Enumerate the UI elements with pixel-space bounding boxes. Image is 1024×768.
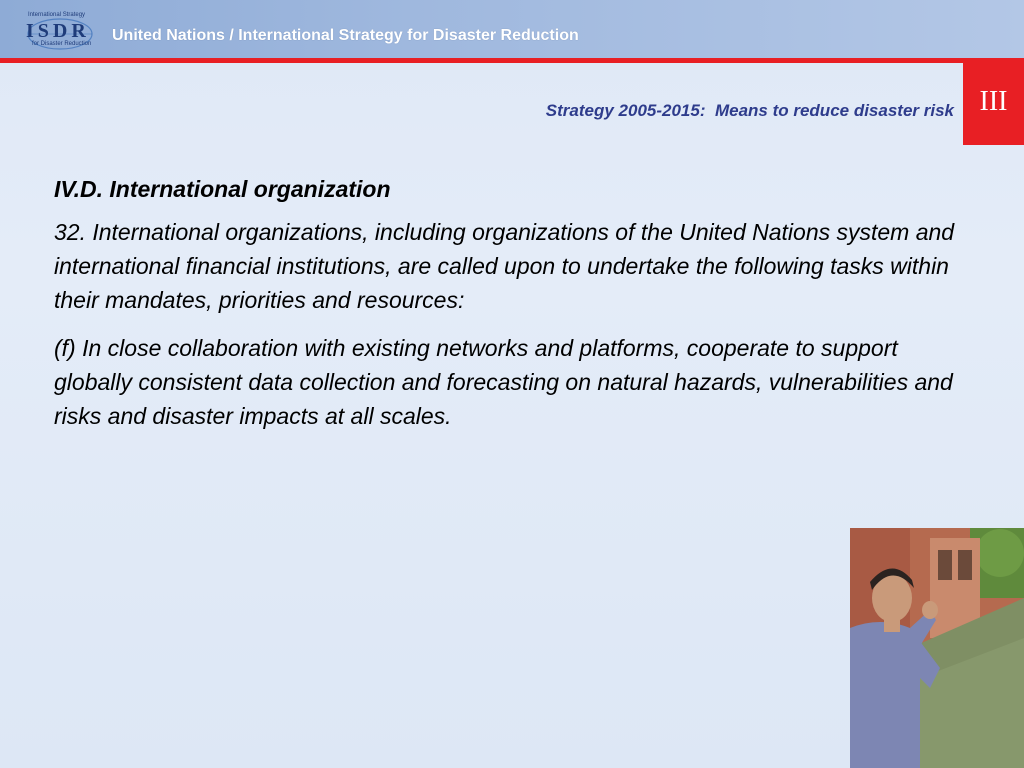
logo-bottom-text: for Disaster Reduction: [32, 41, 92, 47]
isdr-logo: [26, 12, 100, 52]
logo-main-text: ISDR: [26, 20, 90, 42]
header-title: United Nations / International Strategy for Disaster Reduction: [112, 27, 579, 44]
paragraph-32: 32. International organizations, including organizations of the United Nations system and international financial institutions, are called upon to undertake the following tasks within their mandates, priorities and resources:: [54, 219, 955, 313]
flood-photo: [850, 528, 1024, 768]
header-bar: [0, 0, 1024, 58]
slide-subtitle: Strategy 2005-2015: Means to reduce disaster risk: [545, 101, 954, 120]
section-number-box: [963, 58, 1024, 145]
section-heading: IV.D. International organization: [54, 176, 391, 202]
slide-content: [54, 176, 974, 447]
paragraph-f: (f) In close collaboration with existing networks and platforms, cooperate to support globally consistent data collection and forecasting on natural hazards, vulnerabilities and risks and disaster impacts at all scales.: [54, 335, 953, 429]
flood-photo-image: [850, 528, 1024, 768]
header-divider: [0, 58, 1024, 63]
logo-top-text: International Strategy: [28, 12, 86, 18]
section-number: III: [979, 86, 1008, 117]
